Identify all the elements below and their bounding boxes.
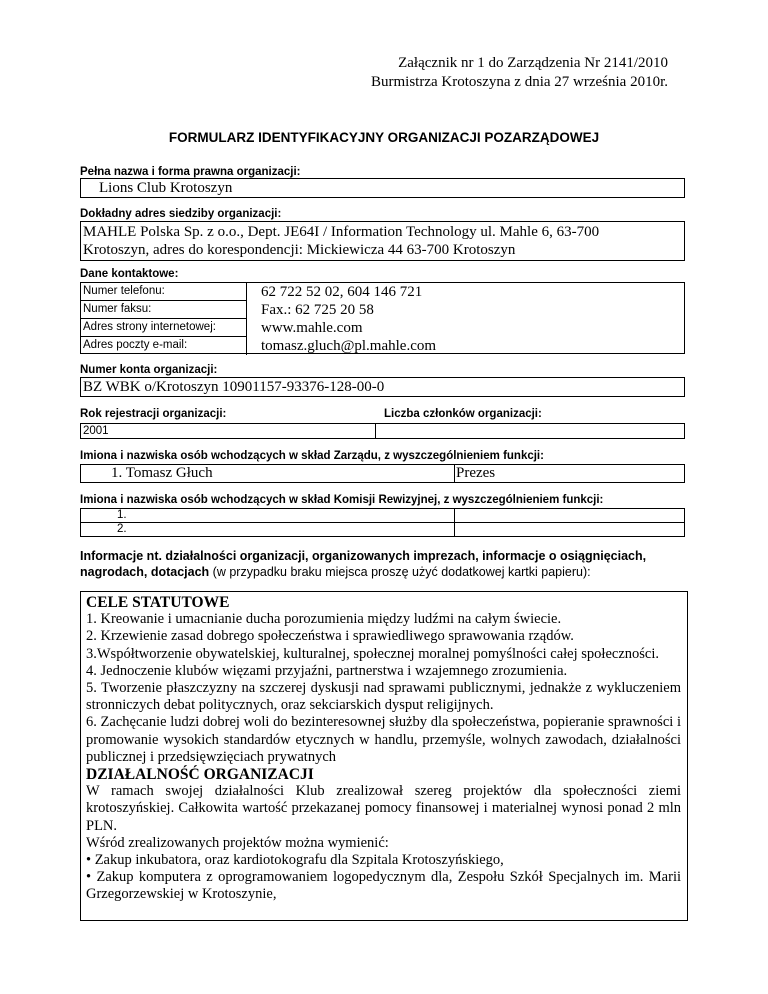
contact-row-email <box>81 337 684 355</box>
board-table <box>80 464 685 483</box>
audit-member-1: 1. <box>117 509 127 521</box>
paragraph: 5. Tworzenie płaszczyzny na szczerej dyskusji nad sprawami publicznymi, jednakże z wykluczeniem stronniczych debat politycznych, oraz sekciarskich dysput religijnych. <box>86 680 681 714</box>
contact-row-phone <box>81 283 684 301</box>
registration-year-value: 2001 <box>80 423 376 439</box>
paragraph: 3.Współtworzenie obywatelskiej, kulturalnej, społecznej moralnej pomyślności całej społeczności. <box>86 645 659 662</box>
website-key: Adres strony internetowej: <box>81 319 247 337</box>
address-line-2: Krotoszyn, adres do korespondencji: Mickiewicza 44 63-700 Krotoszyn <box>83 242 516 258</box>
account-label: Numer konta organizacji: <box>80 364 218 376</box>
full-name-value: Lions Club Krotoszyn <box>99 180 233 196</box>
audit-member-2: 2. <box>117 523 127 535</box>
audit-label: Imiona i nazwiska osób wchodzących w skład Komisji Rewizyjnej, z wyszczególnieniem funkcji: <box>80 494 604 506</box>
contact-table <box>80 282 685 354</box>
paragraph: Wśród zrealizowanych projektów można wymienić: <box>86 834 389 851</box>
full-name-field <box>80 178 685 198</box>
paragraph: 6. Zachęcanie ludzi dobrej woli do bezinteresownej służby dla społeczeństwa, popieranie sprawności i promowanie wysokich standardów etycznych w handlu, przemyśle, wolnych zawodach, działalności publicznej i przedsięwzięciach prywatnych <box>86 714 681 765</box>
registration-year-label: Rok rejestracji organizacji: <box>80 408 227 420</box>
paragraph: • Zakup komputera z oprogramowaniem logopedycznym dla, Zespołu Szkół Specjalnych im. Marii Grzegorzewskiej w Krotoszynie, <box>86 869 681 903</box>
email-value: tomasz.gluch@pl.mahle.com <box>261 338 437 354</box>
paragraph: 4. Jednoczenie klubów więzami przyjaźni, partnerstwa i wzajemnego zrozumienia. <box>86 662 568 679</box>
contact-label: Dane kontaktowe: <box>80 268 179 280</box>
members-count-label: Liczba członków organizacji: <box>384 408 542 420</box>
members-count-value <box>375 423 685 439</box>
address-label: Dokładny adres siedziby organizacji: <box>80 208 282 220</box>
address-field <box>80 221 685 261</box>
website-value: www.mahle.com <box>261 320 363 336</box>
paragraph: • Zakup inkubatora, oraz kardiotokografu dla Szpitala Krotoszyńskiego, <box>86 852 504 869</box>
activity-info-label-bold: Informacje nt. działalności organizacji, organizowanych imprezach, informacje o osiągnięciach, nagrodach, dotacjach <box>80 549 647 579</box>
fax-key: Numer faksu: <box>81 301 247 319</box>
contact-row-website <box>81 319 684 337</box>
paragraph-heading: CELE STATUTOWE <box>86 594 230 611</box>
activity-info-label-note: (w przypadku braku miejsca proszę użyć dodatkowej kartki papieru): <box>209 565 591 579</box>
activity-info-label <box>80 548 690 580</box>
address-line-1: MAHLE Polska Sp. z o.o., Dept. JE64I / Information Technology ul. Mahle 6, 63-700 <box>83 224 600 240</box>
fax-value: Fax.: 62 725 20 58 <box>261 302 374 318</box>
account-field <box>80 377 685 397</box>
paragraph: W ramach swojej działalności Klub zrealizował szereg projektów dla społeczności ziemi krotoszyńskiej. Całkowita wartość przekazanej pomocy finansowej i materialnej wynosi ponad 2 mln PLN. <box>86 783 681 834</box>
attachment-line-2: Burmistrza Krotoszyna z dnia 27 września 2010r. <box>370 74 668 90</box>
full-name-label: Pełna nazwa i forma prawna organizacji: <box>80 166 301 178</box>
attachment-line-1: Załącznik nr 1 do Zarządzenia Nr 2141/2010 <box>398 55 668 71</box>
activity-description-box <box>80 591 688 921</box>
audit-table <box>80 508 685 537</box>
attachment-note <box>371 54 668 92</box>
email-key: Adres poczty e-mail: <box>81 337 247 355</box>
row-divider <box>81 522 684 523</box>
account-value: BZ WBK o/Krotoszyn 10901157-93376-128-00-0 <box>83 379 385 395</box>
phone-key: Numer telefonu: <box>81 283 247 301</box>
form-title: FORMULARZ IDENTYFIKACYJNY ORGANIZACJI POZARZĄDOWEJ <box>168 130 600 145</box>
board-label: Imiona i nazwiska osób wchodzących w skład Zarządu, z wyszczególnieniem funkcji: <box>80 450 544 462</box>
phone-value: 62 722 52 02, 604 146 721 <box>261 284 423 300</box>
contact-row-fax <box>81 301 684 319</box>
board-member-function: Prezes <box>456 465 496 481</box>
board-member-name: 1. Tomasz Głuch <box>111 465 213 481</box>
column-divider <box>454 465 455 482</box>
paragraph-heading: DZIAŁALNOŚĆ ORGANIZACJI <box>86 766 314 784</box>
paragraph: 1. Kreowanie i umacnianie ducha porozumienia między ludźmi na całym świecie. <box>86 611 562 628</box>
paragraph: 2. Krzewienie zasad dobrego społeczeństwa i sprawiedliwego sprawowania rządów. <box>86 628 574 645</box>
